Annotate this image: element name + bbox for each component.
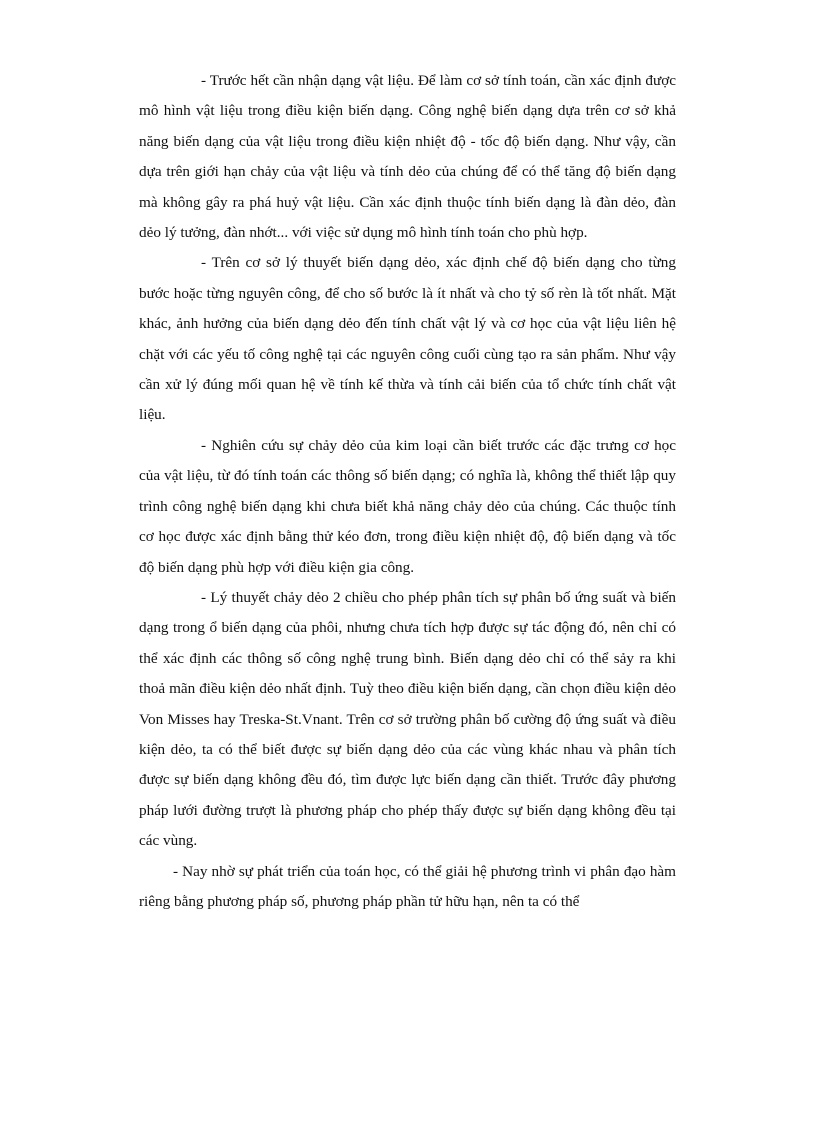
body-text bbox=[139, 66, 676, 917]
paragraph-numerical-methods: - Nay nhờ sự phát triển của toán học, có thể giải hệ phương trình vi phân đạo hàm riêng bằng phương pháp số, phương pháp phần tử hữu hạn, nên ta có thể bbox=[139, 862, 676, 910]
paragraph-material-identification: - Trước hết cần nhận dạng vật liệu. Để làm cơ sở tính toán, cần xác định được mô hình vật liệu trong điều kiện biến dạng. Công nghệ biến dạng dựa trên cơ sở khả năng biến dạng của vật liệu trong điều kiện nhiệt độ - tốc độ biến dạng. Như vậy, cần dựa trên giới hạn chảy của vật liệu và tính dẻo của chúng để có thể tăng độ biến dạng mà không gây ra phá huỷ vật liệu. Cần xác định thuộc tính biến dạng là đàn dẻo, đàn dẻo lý tưởng, đàn nhớt... với việc sử dụng mô hình tính toán cho phù hợp. bbox=[139, 72, 676, 242]
paragraph-two-dimensional-flow: - Lý thuyết chảy dẻo 2 chiều cho phép phân tích sự phân bố ứng suất và biến dạng trong ổ biến dạng của phôi, nhưng chưa tích hợp được sự tác động đó, nên chỉ có thể xác định các thông số công nghệ trung bình. Biến dạng dẻo chỉ có thể sảy ra khi thoả mãn điều kiện dẻo nhất định. Tuỳ theo điều kiện biến dạng, cần chọn điều kiện dẻo Von Misses hay Treska-St.Vnant. Trên cơ sở trường phân bố cường độ ứng suất và điều kiện dẻo, ta có thể biết được sự biến dạng dẻo của các vùng khác nhau và phân tích được sự biến dạng không đều đó, tìm được lực biến dạng cần thiết. Trước đây phương pháp lưới đường trượt là phương pháp cho phép thấy được sự biến dạng không đều tại các vùng. bbox=[139, 588, 676, 850]
paragraph-plastic-flow-study: - Nghiên cứu sự chảy dẻo của kim loại cần biết trước các đặc trưng cơ học của vật liệu, từ đó tính toán các thông số biến dạng; có nghĩa là, không thể thiết lập quy trình công nghệ biến dạng khi chưa biết khả năng chảy dẻo của chúng. Các thuộc tính cơ học được xác định bằng thử kéo đơn, trong điều kiện nhiệt độ, độ biến dạng và tốc độ biến dạng phù hợp với điều kiện gia công. bbox=[139, 436, 676, 576]
paragraph-plastic-deformation-theory: - Trên cơ sở lý thuyết biến dạng dẻo, xác định chế độ biến dạng cho từng bước hoặc từng nguyên công, để cho số bước là ít nhất và cho tỷ số rèn là tốt nhất. Mặt khác, ảnh hưởng của biến dạng dẻo đến tính chất vật lý và cơ học của vật liệu liên hệ chặt với các yếu tố công nghệ tại các nguyên công cuối cùng tạo ra sản phẩm. Như vậy cần xử lý đúng mối quan hệ về tính kế thừa và tính cải biến của tổ chức tính chất vật liệu. bbox=[139, 254, 676, 424]
